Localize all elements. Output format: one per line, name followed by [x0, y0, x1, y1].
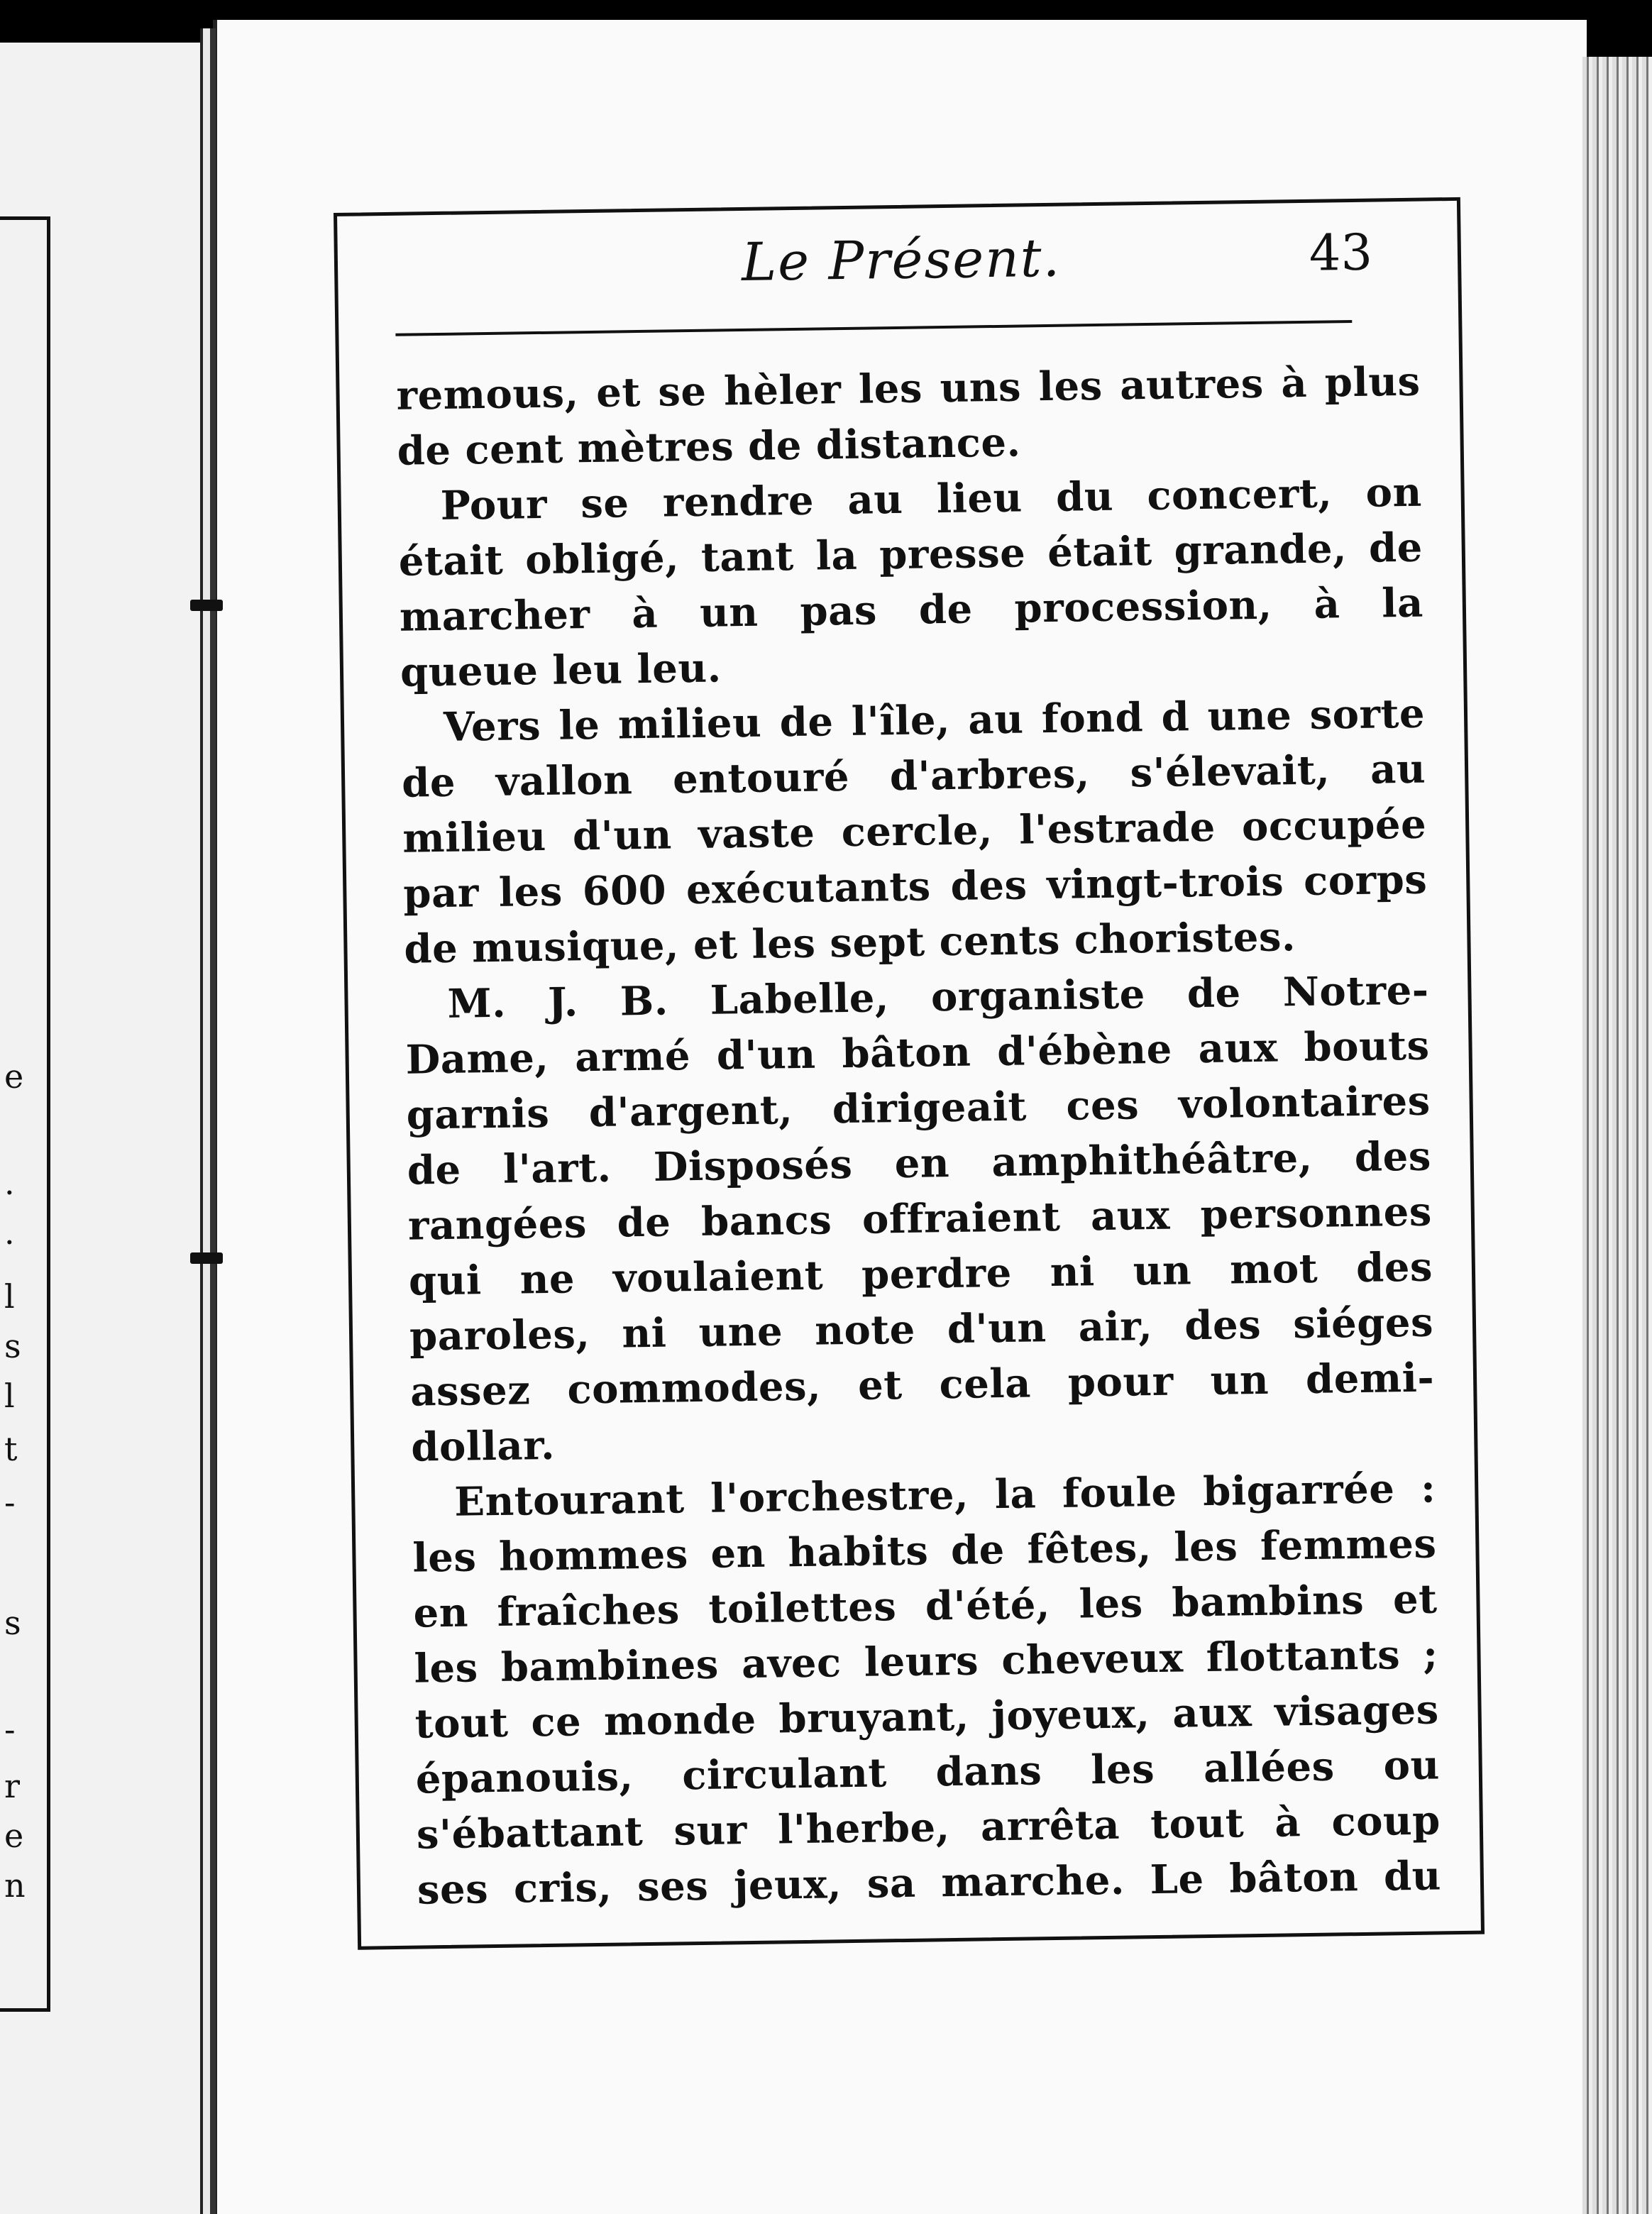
- book-binding: [200, 28, 216, 2214]
- running-head-title: Le Présent.: [741, 227, 1062, 293]
- text-line: remous, et se hèler les uns les autres à plus: [396, 358, 1421, 419]
- left-page-stub: r: [4, 1767, 20, 1805]
- text-line: rangées de bancs offraient aux personnes: [407, 1188, 1433, 1250]
- text-line: tout ce monde bruyant, joyeux, aux visages: [414, 1686, 1440, 1748]
- text-line: en fraîches toilettes d'été, les bambins et: [413, 1575, 1438, 1637]
- text-line: de l'art. Disposés en amphithéâtre, des: [407, 1133, 1432, 1194]
- left-page-stub: e: [4, 1057, 24, 1096]
- text-line: de vallon entouré d'arbres, s'élevait, au: [401, 745, 1426, 807]
- text-frame: [334, 197, 1485, 1950]
- text-line: épanouis, circulant dans les allées ou: [415, 1741, 1441, 1803]
- text-line: Vers le milieu de l'île, au fond d une sorte: [443, 690, 1426, 751]
- text-line: les bambines avec leurs cheveux flottants ;: [414, 1631, 1438, 1692]
- left-page-stub: l: [4, 1277, 15, 1316]
- text-line: s'ébattant sur l'herbe, arrêta tout à coup: [416, 1797, 1441, 1858]
- text-line: garnis d'argent, dirigeait ces volontaires: [406, 1077, 1431, 1139]
- left-page-stub: l: [4, 1377, 15, 1415]
- left-page-stub: .: [4, 1164, 15, 1202]
- text-line: dollar.: [410, 1421, 556, 1471]
- text-line: M. J. B. Labelle, organiste de Notre-: [447, 966, 1429, 1028]
- binding-stitch: [190, 600, 223, 611]
- header-rule: [395, 320, 1352, 336]
- text-line: Entourant l'orchestre, la foule bigarrée :: [453, 1465, 1436, 1526]
- left-page-stub: -: [4, 1483, 16, 1521]
- text-line: milieu d'un vaste cercle, l'estrade occupée: [402, 800, 1427, 862]
- left-page-stub: e: [4, 1817, 24, 1855]
- text-line: Dame, armé d'un bâton d'ébène aux bouts: [405, 1022, 1430, 1084]
- running-head: [380, 216, 1423, 315]
- left-page-stub: n: [4, 1866, 26, 1905]
- left-facing-page: [0, 43, 213, 2214]
- text-line: queue leu leu.: [400, 644, 722, 696]
- page-number: 43: [1309, 223, 1373, 282]
- body-text: [396, 354, 1441, 1918]
- left-page-stub: .: [4, 1213, 15, 1252]
- text-line: assez commodes, et cela pour un demi-: [409, 1354, 1435, 1416]
- text-line: de musique, et les sept cents choristes.: [404, 913, 1296, 973]
- text-line: était obligé, tant la presse était grande, de: [398, 524, 1424, 585]
- text-line: paroles, ni une note d'un air, des siéges: [409, 1299, 1434, 1360]
- text-line: par les 600 exécutants des vingt-trois corps: [402, 856, 1428, 918]
- page-edges: [1582, 57, 1652, 2214]
- text-line: de cent mètres de distance.: [397, 419, 1021, 475]
- left-page-stub: t: [4, 1430, 18, 1468]
- text-line: ses cris, ses jeux, sa marche. Le bâton du: [417, 1852, 1442, 1914]
- text-line: qui ne voulaient perdre ni un mot des: [408, 1243, 1433, 1305]
- text-line: marcher à un pas de procession, à la: [399, 579, 1424, 641]
- binding-stitch: [190, 1252, 223, 1264]
- left-page-stub: s: [4, 1604, 21, 1642]
- text-line: Pour se rendre au lieu du concert, on: [440, 468, 1423, 529]
- text-line: les hommes en habits de fêtes, les femmes: [412, 1520, 1437, 1582]
- left-page-stub: -: [4, 1710, 16, 1748]
- left-page-stub: s: [4, 1327, 21, 1365]
